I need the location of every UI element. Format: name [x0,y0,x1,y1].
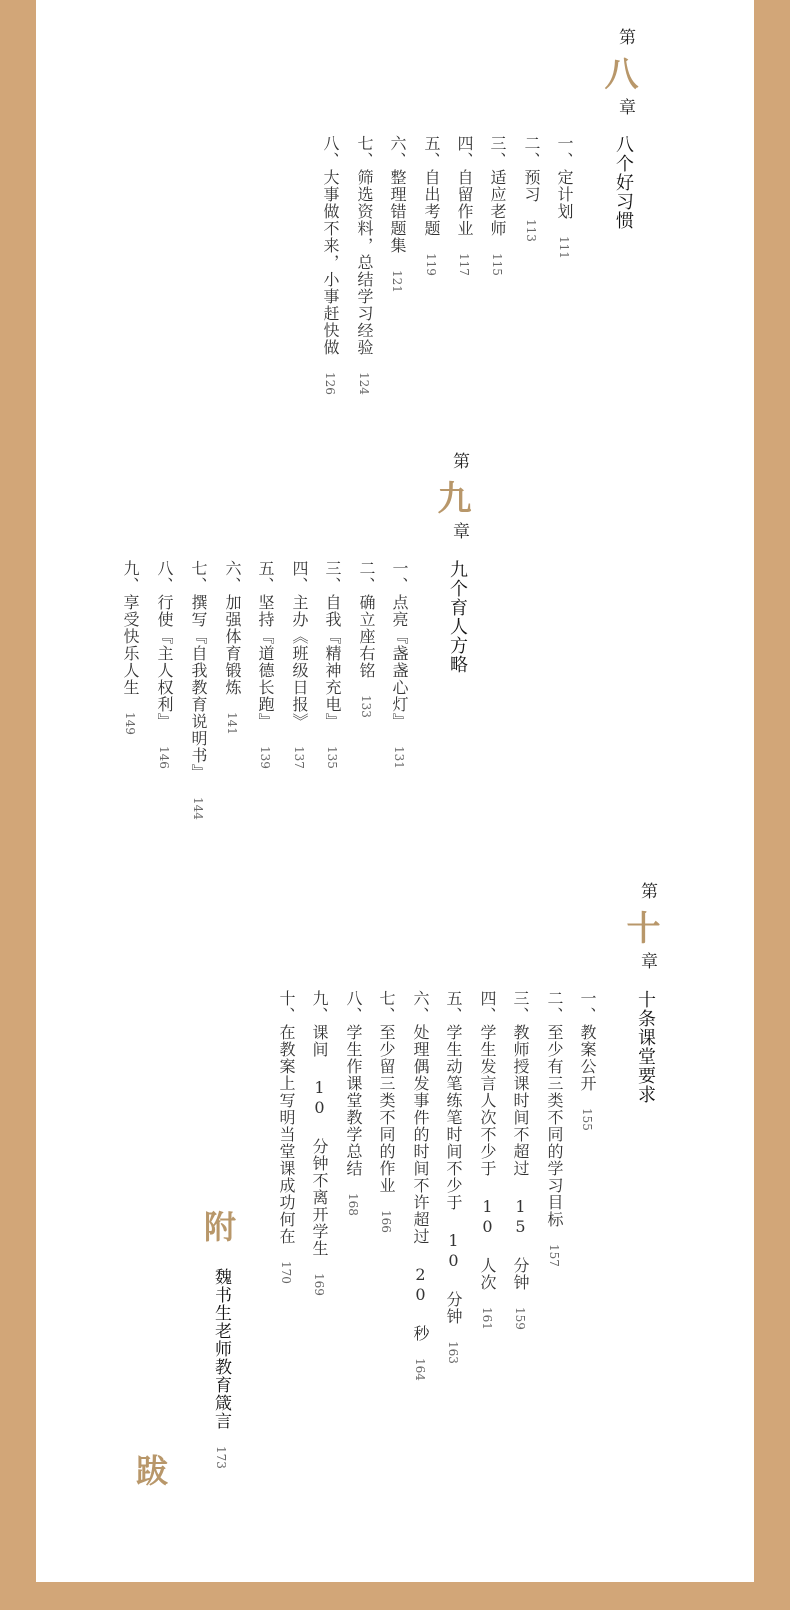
toc-item-10-1[interactable]: 一、教案公开155 [578,990,597,1131]
toc-item-9-3[interactable]: 三、自我『精神充电』135 [323,560,342,769]
toc-item-10-5[interactable]: 五、学生动笔练笔时间不少于 10 分钟163 [444,990,463,1364]
appendix-char: 附 [204,1208,237,1246]
toc-item-10-7[interactable]: 七、至少留三类不同的作业166 [377,990,396,1233]
toc-item-10-4[interactable]: 四、学生发言人次不少于 10 人次161 [478,990,497,1330]
toc-item-10-6[interactable]: 六、处理偶发事件的时间不许超过 20 秒164 [411,990,430,1381]
toc-item-9-9[interactable]: 九、享受快乐人生149 [121,560,140,735]
toc-item-9-2[interactable]: 二、确立座右铭133 [357,560,376,718]
toc-item-8-6[interactable]: 六、整理错题集121 [388,135,407,293]
chapter-10-title: 十条课堂要求 [635,990,656,1104]
toc-item-8-7[interactable]: 七、筛选资料，总结学习经验124 [355,135,374,395]
chapter-8-label-top: 第 [615,28,635,45]
toc-item-9-4[interactable]: 四、主办《班级日报》137 [290,560,309,769]
toc-item-9-8[interactable]: 八、行使『主人权利』146 [155,560,174,769]
toc-item-9-5[interactable]: 五、坚持『道德长跑』139 [256,560,275,769]
chapter-10-label-bottom: 章 [637,952,657,969]
chapter-10-numeral: 十 [620,910,660,944]
toc-item-8-4[interactable]: 四、自留作业117 [455,135,474,276]
toc-item-8-2[interactable]: 二、预习113 [522,135,541,242]
toc-item-9-1[interactable]: 一、点亮『盏盏心灯』131 [390,560,409,769]
toc-item-10-3[interactable]: 三、教师授课时间不超过 15 分钟159 [511,990,530,1330]
chapter-9-label-bottom: 章 [449,522,469,539]
chapter-9-label-top: 第 [449,452,469,469]
toc-item-10-2[interactable]: 二、至少有三类不同的学习目标157 [545,990,564,1267]
toc-item-8-5[interactable]: 五、自出考题119 [422,135,441,276]
chapter-9-numeral: 九 [431,480,471,514]
chapter-10-label-top: 第 [637,882,657,899]
toc-item-10-10[interactable]: 十、在教案上写明当堂课成功何在170 [277,990,296,1284]
toc-item-10-9[interactable]: 九、课间 10 分钟不离开学生169 [310,990,329,1296]
toc-item-9-7[interactable]: 七、撰写『自我教育说明书』144 [189,560,208,820]
appendix-item[interactable]: 魏书生老师教育箴言173 [211,1268,231,1469]
toc-page [36,0,754,1582]
toc-item-8-1[interactable]: 一、定计划111 [555,135,574,259]
toc-item-8-3[interactable]: 三、适应老师115 [488,135,507,276]
toc-item-8-8[interactable]: 八、大事做不来，小事赶快做126 [321,135,340,395]
chapter-8-numeral: 八 [598,56,638,90]
toc-item-9-6[interactable]: 六、加强体育锻炼141 [223,560,242,735]
chapter-8-title: 八个好习惯 [613,135,634,230]
toc-item-10-8[interactable]: 八、学生作课堂教学总结168 [344,990,363,1216]
chapter-9-title: 九个育人方略 [447,560,468,674]
chapter-8-label-bottom: 章 [615,98,635,115]
postscript-char: 跋 [136,1452,169,1490]
